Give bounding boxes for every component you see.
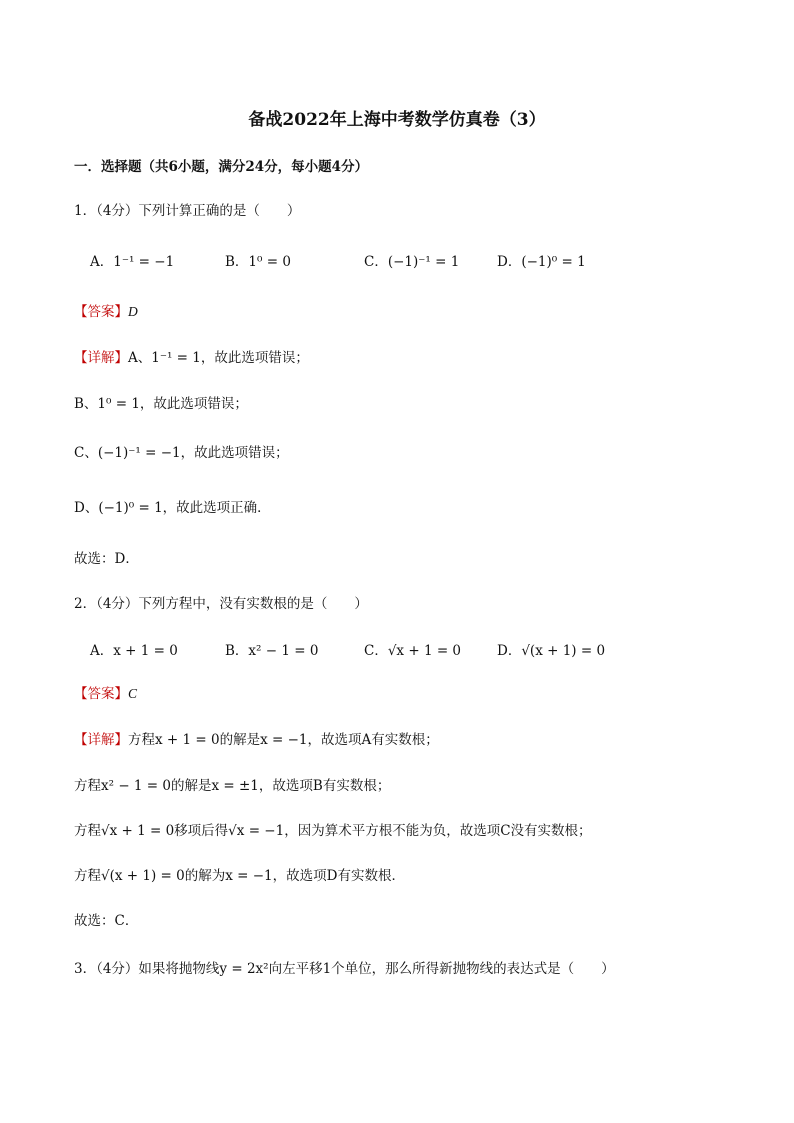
q2-option-b: B．x² − 1 = 0 <box>225 643 319 659</box>
question-1-stem: 1．（4分）下列计算正确的是（ ） <box>74 203 301 219</box>
q2-detail-line-3: 方程√x + 1 = 0移项后得√x = −1，因为算术平方根不能为负，故选项C没有实数根； <box>74 823 592 839</box>
detail-tag: 【详解】 <box>74 732 128 748</box>
q1-detail-line-3: C、(−1)⁻¹ = −1，故此选项错误； <box>74 445 289 461</box>
q2-detail-line-4: 方程√(x + 1) = 0的解为x = −1，故选项D有实数根． <box>74 868 405 884</box>
answer-tag: 【答案】 <box>74 304 128 320</box>
q1-detail-line-1 <box>74 348 309 368</box>
section-heading: 一．选择题（共6小题，满分24分，每小题4分） <box>74 159 369 175</box>
detail-tag: 【详解】 <box>74 350 128 366</box>
q2-answer: C <box>128 686 138 701</box>
q1-detail-line-4: D、(−1)⁰ = 1，故此选项正确． <box>74 500 271 516</box>
q2-option-d: D．√(x + 1) = 0 <box>497 643 606 659</box>
page-title: 备战2022年上海中考数学仿真卷（3） <box>248 110 546 130</box>
q1-option-b: B．1⁰ = 0 <box>225 254 291 270</box>
q2-detail-1: 方程x + 1 = 0的解是x = −1，故选项A有实数根； <box>128 732 439 748</box>
q2-detail-line-1 <box>74 730 439 750</box>
question-3-stem: 3．（4分）如果将抛物线y = 2x²向左平移1个单位，那么所得新抛物线的表达式是（ ） <box>74 961 615 977</box>
q2-answer-line <box>74 684 137 704</box>
q2-option-a: A．x + 1 = 0 <box>90 643 178 659</box>
question-2-stem: 2．（4分）下列方程中，没有实数根的是（ ） <box>74 596 368 612</box>
q1-choose: 故选：D． <box>74 551 139 567</box>
q1-answer: D <box>128 304 138 319</box>
q1-option-a: A．1⁻¹ = −1 <box>90 254 175 270</box>
q2-choose: 故选：C． <box>74 913 139 929</box>
q1-detail-line-2: B、1⁰ = 1，故此选项错误； <box>74 396 248 412</box>
q1-detail-1: A、1⁻¹ = 1，故此选项错误； <box>128 350 309 366</box>
q1-option-d: D．(−1)⁰ = 1 <box>497 254 586 270</box>
q2-detail-line-2: 方程x² − 1 = 0的解是x = ±1，故选项B有实数根； <box>74 778 391 794</box>
answer-tag: 【答案】 <box>74 686 128 702</box>
q1-answer-line <box>74 302 138 322</box>
q1-option-c: C．(−1)⁻¹ = 1 <box>364 254 460 270</box>
q2-option-c: C．√x + 1 = 0 <box>364 643 462 659</box>
